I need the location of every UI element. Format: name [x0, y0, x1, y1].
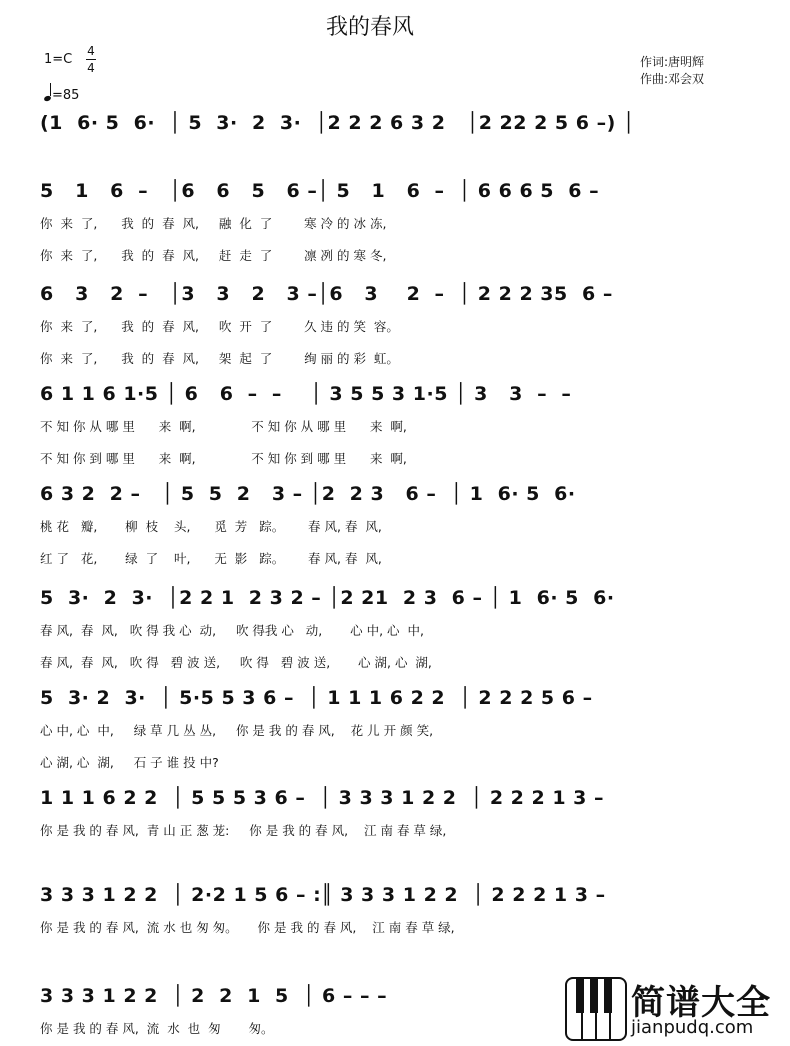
notes: 6 3 2 – │3 3 2 3 –│6 3 2 – │ 2 2 2 35 6 –: [40, 283, 613, 305]
time-sig-bottom: 4: [87, 61, 95, 75]
tempo-value: =85: [52, 88, 80, 103]
lyric-verse-2: 你 来 了, 我 的 春 风, 赶 走 了 凛 冽 的 寒 冬,: [40, 248, 387, 263]
quarter-note-icon: [43, 95, 51, 102]
lyric-verse-1: 你 是 我 的 春 风, 流 水 也 匆 匆。 你 是 我 的 春 风, 江 南 春 草 绿,: [40, 920, 455, 935]
piano-keys-icon: [565, 977, 627, 1041]
site-logo: [565, 975, 785, 1043]
lyric-verse-1: 你 来 了, 我 的 春 风, 融 化 了 寒 冷 的 冰 冻,: [40, 216, 387, 231]
notes: 5 3· 2 3· │2 2 1 2 3 2 – │2 21 2 3 6 – │ 1 6· 5 6·: [40, 587, 615, 609]
notes: 6 3 2 2 – │ 5 5 2 3 – │2 2 3 6 – │ 1 6· 5 6·: [40, 483, 576, 505]
lyric-verse-2: 红 了 花, 绿 了 叶, 无 影 踪。 春 风, 春 风,: [40, 551, 382, 566]
notes: 5 1 6 – │6 6 5 6 –│ 5 1 6 – │ 6 6 6 5 6 –: [40, 180, 600, 202]
lyric-verse-1: 你 来 了, 我 的 春 风, 吹 开 了 久 违 的 笑 容。: [40, 319, 399, 334]
notes: 6 1 1 6 1·5 │ 6 6 – – │ 3 5 5 3 1·5 │ 3 3 – –: [40, 383, 572, 405]
tempo-marking: [44, 86, 79, 103]
notes: 5 3· 2 3· │ 5·5 5 3 6 – │ 1 1 1 6 2 2 │ 2 2 2 5 6 –: [40, 687, 593, 709]
lyric-verse-1: 不 知 你 从 哪 里 来 啊, 不 知 你 从 哪 里 来 啊,: [40, 419, 407, 434]
logo-url: jianpudq.com: [631, 1017, 754, 1038]
notes: (1 6· 5 6· │ 5 3· 2 3· │2 2 2 6 3 2 │2 22 2 5 6 –) │: [40, 112, 635, 134]
lyricist: 作词:唐明辉: [640, 55, 705, 69]
lyric-verse-1: 桃 花 瓣, 柳 枝 头, 觅 芳 踪。 春 风, 春 风,: [40, 519, 382, 534]
composer: 作曲:邓会双: [640, 72, 705, 86]
lyric-verse-2: 你 来 了, 我 的 春 风, 架 起 了 绚 丽 的 彩 虹。: [40, 351, 399, 366]
lyric-verse-2: 不 知 你 到 哪 里 来 啊, 不 知 你 到 哪 里 来 啊,: [40, 451, 407, 466]
lyric-verse-1: 你 是 我 的 春 风, 青 山 正 葱 茏: 你 是 我 的 春 风, 江 南 春 草 绿,: [40, 823, 447, 838]
credits: [640, 54, 704, 88]
lyric-verse-2: 春 风, 春 风, 吹 得 碧 波 送, 吹 得 碧 波 送, 心 湖, 心 湖,: [40, 655, 432, 670]
time-signature: [86, 44, 96, 75]
notes: 3 3 3 1 2 2 │ 2·2 1 5 6 – :║ 3 3 3 1 2 2 │ 2 2 2 1 3 –: [40, 884, 606, 906]
lyric-verse-1: 春 风, 春 风, 吹 得 我 心 动, 吹 得我 心 动, 心 中, 心 中,: [40, 623, 424, 638]
notes: 1 1 1 6 2 2 │ 5 5 5 3 6 – │ 3 3 3 1 2 2 │ 2 2 2 1 3 –: [40, 787, 604, 809]
lyric-verse-1: 你 是 我 的 春 风, 流 水 也 匆 匆。: [40, 1021, 274, 1036]
logo-name: 简谱大全: [631, 983, 771, 1023]
page-title: 我的春风: [325, 15, 414, 40]
notes: 3 3 3 1 2 2 │ 2 2 1 5 │ 6 – – –: [40, 985, 388, 1007]
key-signature: 1=C: [44, 52, 73, 67]
lyric-verse-2: 心 湖, 心 湖, 石 子 谁 投 中?: [40, 755, 219, 770]
lyric-verse-1: 心 中, 心 中, 绿 草 几 丛 丛, 你 是 我 的 春 风, 花 儿 开 颜 笑,: [40, 723, 434, 738]
time-sig-top: 4: [87, 44, 95, 58]
